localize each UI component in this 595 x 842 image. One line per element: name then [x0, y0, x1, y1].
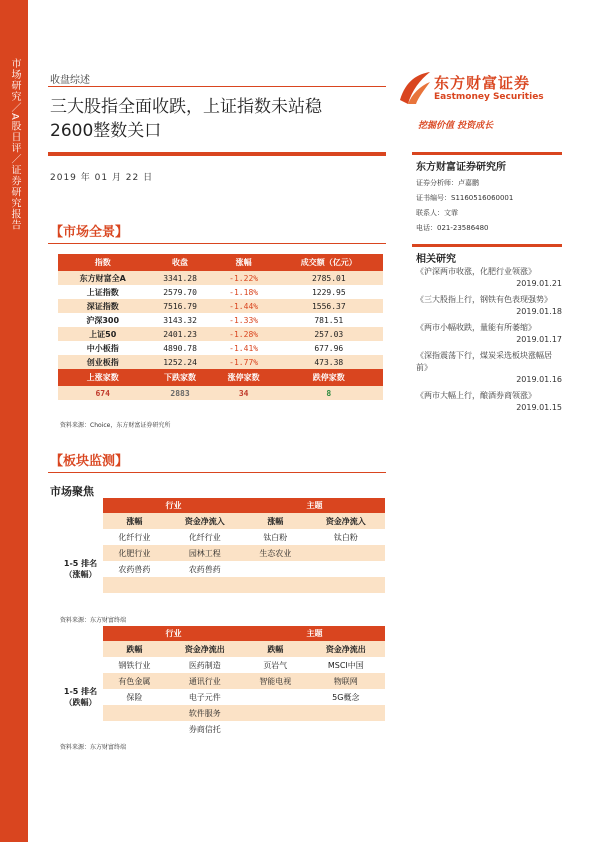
breadth-values-row [58, 386, 383, 400]
related-item-date: 2019.01.18 [516, 307, 562, 316]
table-cell [307, 561, 385, 577]
table-cell: 电子元件 [188, 692, 221, 702]
brand-slogan: 挖掘价值 投资成长 [418, 121, 494, 131]
rank-label-line1: 1-5 排名 [63, 687, 98, 696]
index-amount: 257.03 [275, 327, 383, 341]
column-header: 收盘 [147, 254, 212, 271]
column-header: 资金净流出 [166, 641, 244, 657]
table-cell [166, 593, 244, 609]
related-item-date: 2019.01.21 [516, 279, 562, 288]
related-item[interactable] [416, 390, 562, 414]
table-cell [103, 577, 166, 593]
index-amount: 1229.95 [311, 287, 346, 297]
related-item-title[interactable]: 《两市小幅收跌，量能有所萎缩》 [416, 323, 536, 332]
related-item[interactable] [416, 322, 562, 346]
table-cell [244, 721, 307, 737]
related-item-date: 2019.01.17 [516, 335, 562, 344]
logo-name-cn: 东方财富证券 [434, 74, 531, 92]
title-line-1: 三大股指全面收跌，上证指数未站稳 [50, 97, 322, 117]
table-row [58, 271, 383, 285]
table-cell [307, 577, 385, 593]
market-focus-title: 市场聚焦 [50, 485, 94, 498]
table-cell: 智能电视 [244, 673, 307, 689]
index-name: 沪深300 [86, 315, 120, 325]
logo-name-en: Eastmoney Securities [434, 92, 544, 102]
table-row [58, 577, 385, 593]
group-header-industry: 行业 [103, 498, 244, 513]
contact-person: 联系人：文霏 [416, 209, 458, 217]
table-cell: 钛白粉 [263, 532, 288, 542]
brand-logo [398, 68, 558, 108]
rank-label [58, 657, 103, 737]
related-item[interactable] [416, 350, 562, 386]
table-cell: 物联网 [307, 673, 385, 689]
rank-label [58, 529, 103, 609]
column-header: 涨幅 [244, 513, 307, 529]
table-row [58, 327, 383, 341]
divider [48, 86, 386, 87]
table-cell: 券商信托 [188, 724, 221, 734]
table-cell: 农药兽药 [118, 564, 151, 574]
related-item[interactable] [416, 294, 562, 318]
index-change: -1.41% [229, 343, 259, 353]
table-cell [307, 545, 385, 561]
institute-name: 东方财富证券研究所 [416, 162, 506, 173]
table-cell: 钢铁行业 [118, 660, 151, 670]
index-name: 中小板指 [86, 343, 119, 353]
index-change: -1.18% [229, 287, 259, 297]
rank-label-line2: （涨幅） [64, 570, 97, 579]
index-close: 3341.28 [147, 271, 212, 285]
column-header: 资金净流出 [307, 641, 385, 657]
index-close: 4890.78 [163, 343, 197, 353]
index-name: 东方财富全A [58, 271, 147, 285]
losers-table [58, 626, 385, 737]
table-cell [103, 721, 166, 737]
table-header-row [58, 254, 383, 271]
index-change: -1.44% [213, 299, 275, 313]
breadth-header-row [58, 369, 383, 386]
column-header: 涨幅 [103, 513, 166, 529]
rank-label-line1: 1-5 排名 [63, 559, 98, 568]
group-header-theme: 主题 [244, 626, 385, 641]
table-cell [244, 689, 307, 705]
table-cell: 钛白粉 [333, 532, 358, 542]
table-row [58, 721, 385, 737]
table-row [58, 657, 385, 673]
related-item-title[interactable]: 《两市大幅上行，酿酒券商领涨》 [416, 391, 536, 400]
index-name: 上证50 [58, 327, 147, 341]
table-cell [244, 561, 307, 577]
column-header: 资金净流入 [166, 513, 244, 529]
market-source-note: 资料来源：Choice，东方财富证券研究所 [60, 422, 171, 429]
table-row [58, 313, 383, 327]
group-header-row [58, 626, 385, 641]
title-underline [48, 152, 386, 156]
table-cell [244, 593, 307, 609]
table-row [58, 689, 385, 705]
sector-section-heading: 【板块监测】 [50, 454, 129, 469]
market-section-heading: 【市场全景】 [50, 225, 129, 240]
contact-info [416, 176, 562, 236]
fall-count: 2883 [147, 386, 212, 400]
table-cell: 化纤行业 [188, 532, 221, 542]
related-item-title[interactable]: 《深指震荡下行，煤炭采选板块涨幅居前》 [416, 351, 552, 372]
index-close: 7516.79 [147, 299, 212, 313]
table-header-row [58, 513, 385, 529]
column-header: 涨停家数 [213, 369, 275, 386]
index-amount: 2785.01 [275, 271, 383, 285]
related-item-title[interactable]: 《三大股指上行，钢铁有色表现强势》 [416, 295, 552, 304]
column-header: 成交额（亿元） [275, 254, 383, 271]
report-date: 2019 年 01 月 22 日 [50, 173, 154, 183]
related-item[interactable] [416, 266, 562, 290]
table-row [58, 285, 383, 299]
index-name: 创业板指 [58, 355, 147, 369]
right-divider [412, 152, 562, 155]
table-cell: 软件服务 [166, 705, 244, 721]
table-cell: 生态农业 [244, 545, 307, 561]
table-row [58, 355, 383, 369]
table-row [58, 561, 385, 577]
table-cell: 医药制造 [188, 660, 221, 670]
table-cell: 有色金属 [103, 673, 166, 689]
group-header-theme: 主题 [244, 498, 385, 513]
index-amount: 781.51 [314, 315, 344, 325]
index-change: -1.22% [213, 271, 275, 285]
table-cell: MSCI中国 [327, 660, 364, 670]
table-row [58, 705, 385, 721]
side-category-text: 市场研究／A股日评／证券研究报告 [9, 58, 20, 231]
contact-phone: 电话：021-23586480 [416, 224, 489, 232]
logo-mark-icon [398, 70, 432, 106]
index-close: 2401.23 [147, 327, 212, 341]
index-close: 3143.32 [163, 315, 197, 325]
market-overview-table [58, 254, 383, 400]
index-change: -1.28% [213, 327, 275, 341]
side-bar [0, 0, 28, 842]
index-change: -1.77% [213, 355, 275, 369]
group-header-row [58, 498, 385, 513]
related-item-date: 2019.01.15 [516, 403, 562, 412]
gainers-table [58, 498, 385, 609]
column-header: 跌停家数 [275, 369, 383, 386]
table-cell [307, 593, 385, 609]
title-line-2: 2600整数关口 [50, 121, 162, 141]
column-header: 上涨家数 [58, 369, 147, 386]
sector-source-note: 资料来源：东方财富终端 [60, 617, 127, 624]
related-research-title: 相关研究 [416, 254, 456, 265]
related-item-title[interactable]: 《沪深两市收涨，化肥行业领涨》 [416, 267, 536, 276]
table-row [58, 529, 385, 545]
index-amount: 473.38 [275, 355, 383, 369]
report-category: 收盘综述 [50, 75, 90, 86]
group-header-industry: 行业 [103, 626, 244, 641]
analyst-name: 证券分析师：卢嘉鹏 [416, 179, 479, 187]
table-cell: 通讯行业 [166, 673, 244, 689]
rise-count: 674 [58, 386, 147, 400]
index-close: 1252.24 [147, 355, 212, 369]
column-header: 涨幅 [213, 254, 275, 271]
table-row [58, 299, 383, 313]
table-cell [103, 593, 166, 609]
table-cell: 化肥行业 [103, 545, 166, 561]
table-cell: 化纤行业 [118, 532, 151, 542]
related-research-list [416, 266, 562, 418]
index-name: 深证指数 [58, 299, 147, 313]
table-cell [166, 577, 244, 593]
table-cell: 园林工程 [166, 545, 244, 561]
section-divider [48, 243, 386, 244]
table-cell: 保险 [126, 692, 143, 702]
sector-source-note: 资料来源：东方财富终端 [60, 744, 127, 751]
section-divider [48, 472, 386, 473]
limit-up-count: 34 [213, 386, 275, 400]
table-header-row [58, 641, 385, 657]
limit-down-count: 8 [275, 386, 383, 400]
column-header: 下跌家数 [147, 369, 212, 386]
table-cell [307, 721, 385, 737]
index-close: 2579.70 [163, 287, 197, 297]
table-cell [244, 577, 307, 593]
table-row [58, 341, 383, 355]
column-header: 资金净流入 [307, 513, 385, 529]
rank-label-line2: （跌幅） [64, 698, 97, 707]
report-title [50, 95, 390, 143]
related-item-date: 2019.01.16 [516, 375, 562, 384]
table-cell: 农药兽药 [188, 564, 221, 574]
column-header: 跌幅 [103, 641, 166, 657]
index-amount: 1556.37 [275, 299, 383, 313]
right-divider [412, 244, 562, 247]
table-row [58, 593, 385, 609]
table-cell [307, 705, 385, 721]
table-cell [244, 705, 307, 721]
table-row [58, 545, 385, 561]
index-change: -1.33% [229, 315, 259, 325]
index-name: 上证指数 [86, 287, 119, 297]
column-header: 指数 [58, 254, 147, 271]
table-cell [103, 705, 166, 721]
table-cell: 页岩气 [263, 660, 288, 670]
table-row [58, 673, 385, 689]
column-header: 跌幅 [244, 641, 307, 657]
index-amount: 677.96 [314, 343, 344, 353]
cert-number: 证书编号：S1160516060001 [416, 194, 514, 202]
table-cell: 5G概念 [332, 692, 360, 702]
